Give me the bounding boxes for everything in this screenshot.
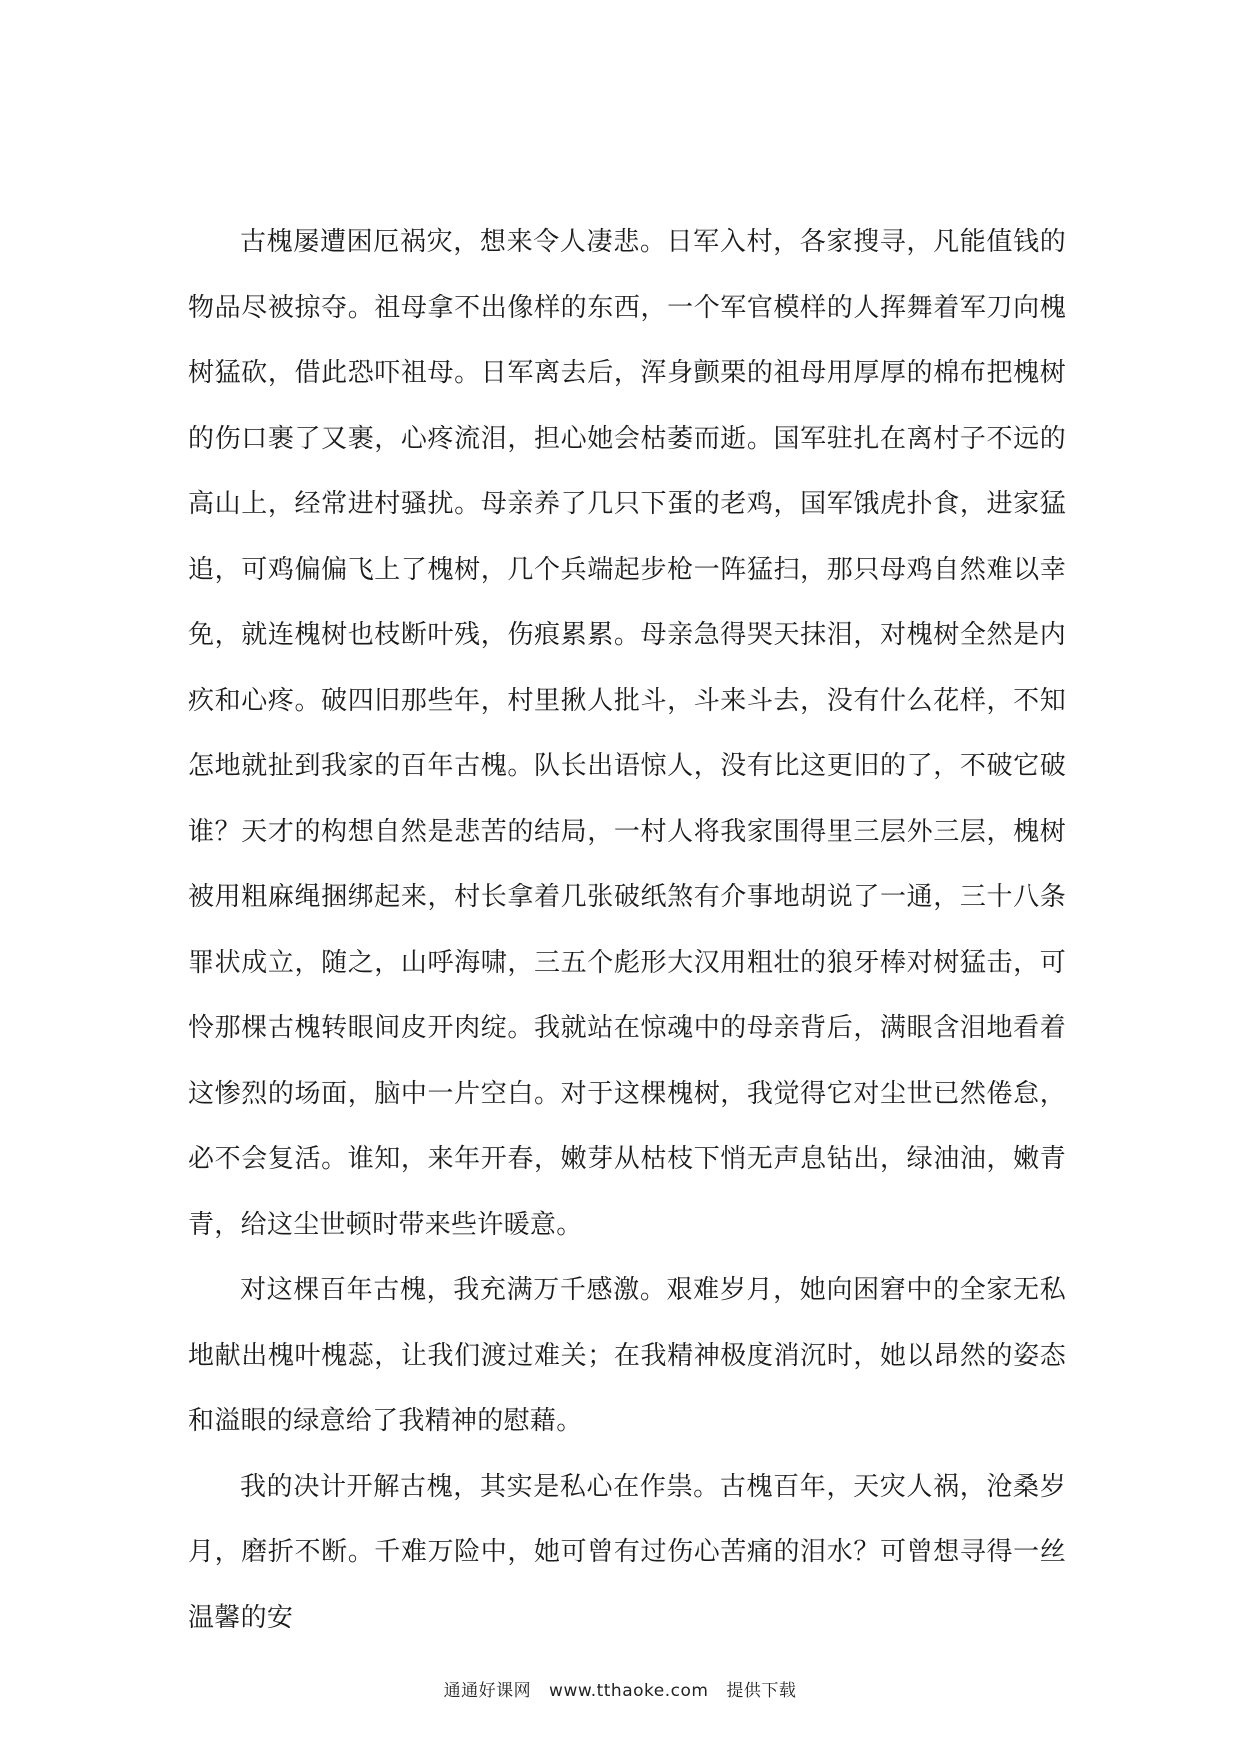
paragraph-3: 我的决计开解古槐，其实是私心在作祟。古槐百年，天灾人祸，沧桑岁月，磨折不断。千难万险中，她可曾有过伤心苦痛的泪水？可曾想寻得一丝温馨的安 xyxy=(188,1471,1066,1633)
footer-url[interactable]: www.tthaoke.com xyxy=(549,1681,709,1701)
footer-note: 提供下载 xyxy=(726,1681,797,1701)
paragraph-1: 古槐屡遭困厄祸灾，想来令人凄悲。日军入村，各家搜寻，凡能值钱的物品尽被掠夺。祖母拿不出像样的东西，一个军官模样的人挥舞着军刀向槐树猛砍，借此恐吓祖母。日军离去后，浑身颤栗的祖母用厚厚的棉布把槐树的伤口裹了又裹，心疼流泪，担心她会枯萎而逝。国军驻扎在离村子不远的高山上，经常进村骚扰。母亲养了几只下蛋的老鸡，国军饿虎扑食，进家猛追，可鸡偏偏飞上了槐树，几个兵端起步枪一阵猛扫，那只母鸡自然难以幸免，就连槐树也枝断叶残，伤痕累累。母亲急得哭天抹泪，对槐树全然是内疚和心疼。破四旧那些年，村里揪人批斗，斗来斗去，没有什么花样，不知怎地就扯到我家的百年古槐。队长出语惊人，没有比这更旧的了，不破它破谁？天才的构想自然是悲苦的结局，一村人将我家围得里三层外三层，槐树被用粗麻绳捆绑起来，村长拿着几张破纸煞有介事地胡说了一通，三十八条罪状成立，随之，山呼海啸，三五个彪形大汉用粗壮的狼牙棒对树猛击，可怜那棵古槐转眼间皮开肉绽。我就站在惊魂中的母亲背后，满眼含泪地看着这惨烈的场面，脑中一片空白。对于这棵槐树，我觉得它对尘世已然倦怠，必不会复活。谁知，来年开春，嫩芽从枯枝下悄无声息钻出，绿油油，嫩青青，给这尘世顿时带来些许暖意。 xyxy=(188,227,1066,1240)
footer-site-name: 通通好课网 xyxy=(443,1681,532,1701)
article-body xyxy=(188,210,1066,1651)
paragraph-2: 对这棵百年古槐，我充满万千感激。艰难岁月，她向困窘中的全家无私地献出槐叶槐蕊，让我们渡过难关；在我精神极度消沉时，她以昂然的姿态和溢眼的绿意给了我精神的慰藉。 xyxy=(188,1275,1066,1436)
page-footer xyxy=(0,1676,1240,1701)
